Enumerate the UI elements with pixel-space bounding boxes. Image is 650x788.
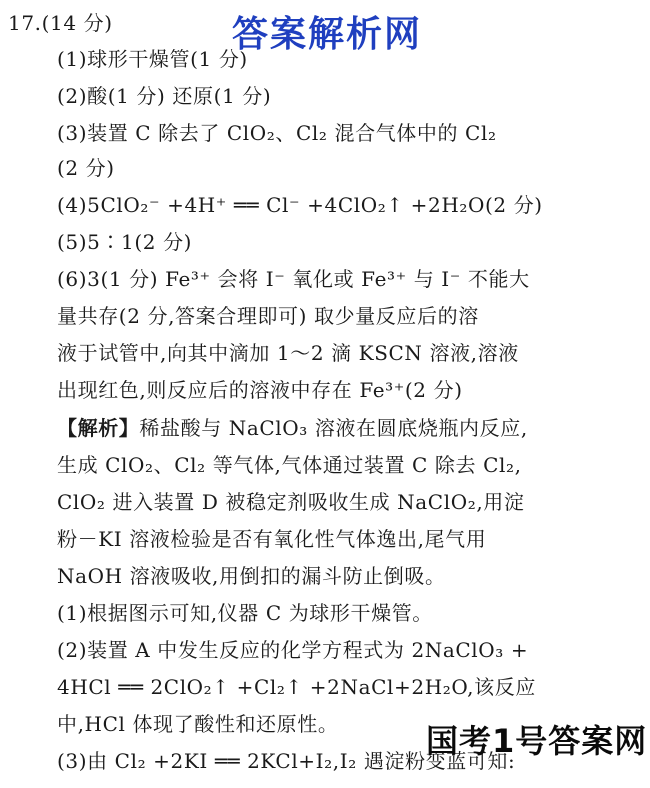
answer-6-line-1: (6)3(1 分) Fe³⁺ 会将 I⁻ 氧化或 Fe³⁺ 与 I⁻ 不能大 xyxy=(57,267,530,291)
answer-3-line-1: (3)装置 C 除去了 ClO₂、Cl₂ 混合气体中的 Cl₂ xyxy=(57,121,497,145)
explanation-line-1 xyxy=(57,413,528,443)
explanation-line-4: 粉－KI 溶液检验是否有氧化性气体逸出,尾气用 xyxy=(57,527,487,551)
answer-5: (5)5∶1(2 分) xyxy=(57,230,193,254)
question-number: 17.(14 分) xyxy=(8,11,113,35)
answer-6-line-3: 液于试管中,向其中滴加 1～2 滴 KSCN 溶液,溶液 xyxy=(57,341,519,365)
answer-3-line-2: (2 分) xyxy=(57,156,115,180)
answer-6-line-4: 出现红色,则反应后的溶液中存在 Fe³⁺(2 分) xyxy=(57,378,463,402)
explanation-text-1: 稀盐酸与 NaClO₃ 溶液在圆底烧瓶内反应, xyxy=(139,416,528,440)
explanation-line-9: 中,HCl 体现了酸性和还原性。 xyxy=(57,712,339,736)
watermark-top: 答案解析网 xyxy=(232,14,423,55)
answer-1: (1)球形干燥管(1 分) xyxy=(57,47,248,71)
explanation-line-3: ClO₂ 进入装置 D 被稳定剂吸收生成 NaClO₂,用淀 xyxy=(57,490,525,514)
explanation-line-7: (2)装置 A 中发生反应的化学方程式为 2NaClO₃ + xyxy=(57,638,529,662)
explanation-line-8: 4HCl ══ 2ClO₂↑ +Cl₂↑ +2NaCl+2H₂O,该反应 xyxy=(57,675,536,699)
explanation-line-5: NaOH 溶液吸收,用倒扣的漏斗防止倒吸。 xyxy=(57,564,446,588)
watermark-bottom: 国考1号答案网 xyxy=(426,722,648,760)
explanation-line-10: (3)由 Cl₂ +2KI ══ 2KCl+I₂,I₂ 遇淀粉变蓝可知: xyxy=(57,749,516,773)
answer-6-line-2: 量共存(2 分,答案合理即可) 取少量反应后的溶 xyxy=(57,304,479,328)
explanation-label: 【解析】 xyxy=(57,416,140,440)
explanation-line-2: 生成 ClO₂、Cl₂ 等气体,气体通过装置 C 除去 Cl₂, xyxy=(57,453,522,477)
explanation-line-6: (1)根据图示可知,仪器 C 为球形干燥管。 xyxy=(57,601,433,625)
answer-4: (4)5ClO₂⁻ +4H⁺ ══ Cl⁻ +4ClO₂↑ +2H₂O(2 分) xyxy=(57,193,543,217)
answer-2: (2)酸(1 分) 还原(1 分) xyxy=(57,84,272,108)
